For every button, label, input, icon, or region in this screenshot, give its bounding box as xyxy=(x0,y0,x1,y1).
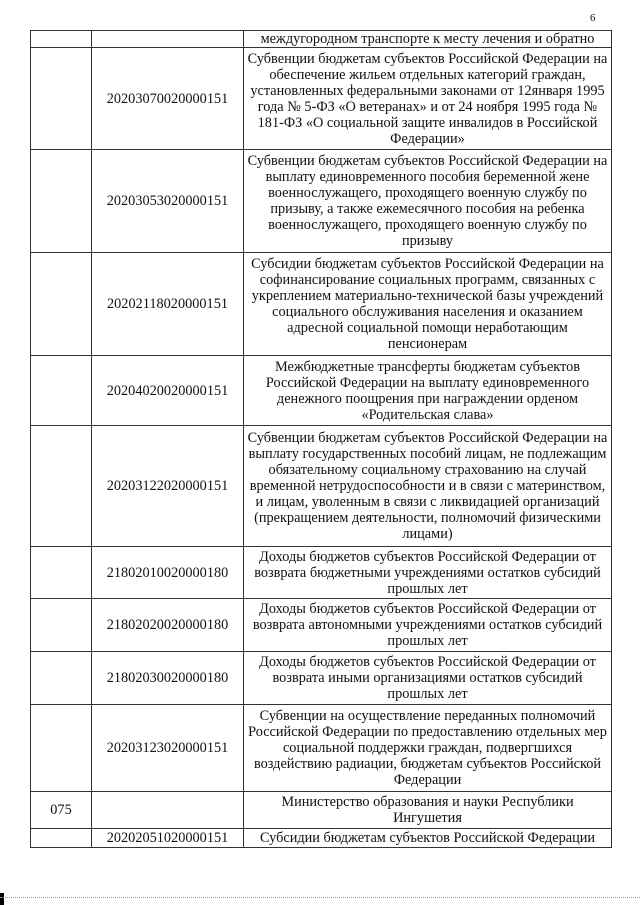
budget-code-cell xyxy=(92,792,244,829)
budget-code-cell: 20203123020000151 xyxy=(92,705,244,792)
table-row xyxy=(31,253,612,356)
budget-code-cell xyxy=(92,31,244,48)
table-row xyxy=(31,48,612,150)
description-cell: Субсидии бюджетам субъектов Российской Федерации на софинансирование социальных программ, связанных с укреплением материально-технической базы учреждений социального обслуживания населения и оказанием адресной социальной помощи неработающим пенсионерам xyxy=(244,253,612,356)
budget-code-cell: 20203070020000151 xyxy=(92,48,244,150)
table-row xyxy=(31,652,612,705)
description-cell: Субвенции бюджетам субъектов Российской Федерации на выплату единовременного пособия беременной жене военнослужащего, проходящего военную службу по призыву, а также ежемесячного пособия на ребенка военнослужащего, проходящего военную службу по призыву xyxy=(244,150,612,253)
admin-code-cell xyxy=(31,150,92,253)
table-row xyxy=(31,829,612,848)
description-cell: Субсидии бюджетам субъектов Российской Федерации xyxy=(244,829,612,848)
description-cell: Межбюджетные трансферты бюджетам субъектов Российской Федерации на выплату единовременного денежного поощрения при награждении орденом «Родительская слава» xyxy=(244,356,612,426)
table-row xyxy=(31,356,612,426)
table-row xyxy=(31,792,612,829)
description-cell: междугородном транспорте к месту лечения и обратно xyxy=(244,31,612,48)
revenue-classification-table xyxy=(30,30,612,848)
admin-code-cell xyxy=(31,253,92,356)
budget-code-cell: 21802010020000180 xyxy=(92,547,244,599)
budget-code-cell: 20202118020000151 xyxy=(92,253,244,356)
scan-edge-mark xyxy=(0,893,4,905)
admin-code-cell xyxy=(31,426,92,547)
admin-code-cell xyxy=(31,705,92,792)
admin-code-cell: 075 xyxy=(31,792,92,829)
budget-code-cell: 20203053020000151 xyxy=(92,150,244,253)
admin-code-cell xyxy=(31,31,92,48)
description-cell: Субвенции на осуществление переданных полномочий Российской Федерации по предоставлению отдельных мер социальной поддержки граждан, подвергшихся воздействию радиации, бюджетам субъектов Российской Федерации xyxy=(244,705,612,792)
admin-code-cell xyxy=(31,547,92,599)
budget-code-cell: 21802030020000180 xyxy=(92,652,244,705)
budget-code-cell: 20204020020000151 xyxy=(92,356,244,426)
description-cell: Доходы бюджетов субъектов Российской Федерации от возврата бюджетными учреждениями остатков субсидий прошлых лет xyxy=(244,547,612,599)
admin-code-cell xyxy=(31,356,92,426)
page-number: 6 xyxy=(590,12,596,24)
table-row xyxy=(31,705,612,792)
table-row xyxy=(31,150,612,253)
description-cell: Доходы бюджетов субъектов Российской Федерации от возврата автономными учреждениями остатков субсидий прошлых лет xyxy=(244,599,612,652)
description-cell: Субвенции бюджетам субъектов Российской Федерации на выплату государственных пособий лицам, не подлежащим обязательному социальному страхованию на случай временной нетрудоспособности и в связи с материнством, и лицам, уволенным в связи с ликвидацией организаций (прекращением деятельности, полномочий физическими лицами) xyxy=(244,426,612,547)
table-row xyxy=(31,599,612,652)
budget-code-cell: 20203122020000151 xyxy=(92,426,244,547)
admin-code-cell xyxy=(31,652,92,705)
description-cell: Субвенции бюджетам субъектов Российской Федерации на обеспечение жильем отдельных категорий граждан, установленных федеральными законами от 12января 1995 года № 5-ФЗ «О ветеранах» и от 24 ноября 1995 года № 181-ФЗ «О социальной защите инвалидов в Российской Федерации» xyxy=(244,48,612,150)
description-cell: Доходы бюджетов субъектов Российской Федерации от возврата иными организациями остатков субсидий прошлых лет xyxy=(244,652,612,705)
admin-code-cell xyxy=(31,599,92,652)
table-row xyxy=(31,426,612,547)
admin-code-cell xyxy=(31,48,92,150)
description-cell: Министерство образования и науки Республики Ингушетия xyxy=(244,792,612,829)
budget-code-cell: 20202051020000151 xyxy=(92,829,244,848)
budget-code-cell: 21802020020000180 xyxy=(92,599,244,652)
admin-code-cell xyxy=(31,829,92,848)
table-row xyxy=(31,547,612,599)
table-row xyxy=(31,31,612,48)
scan-edge-line xyxy=(0,897,640,898)
